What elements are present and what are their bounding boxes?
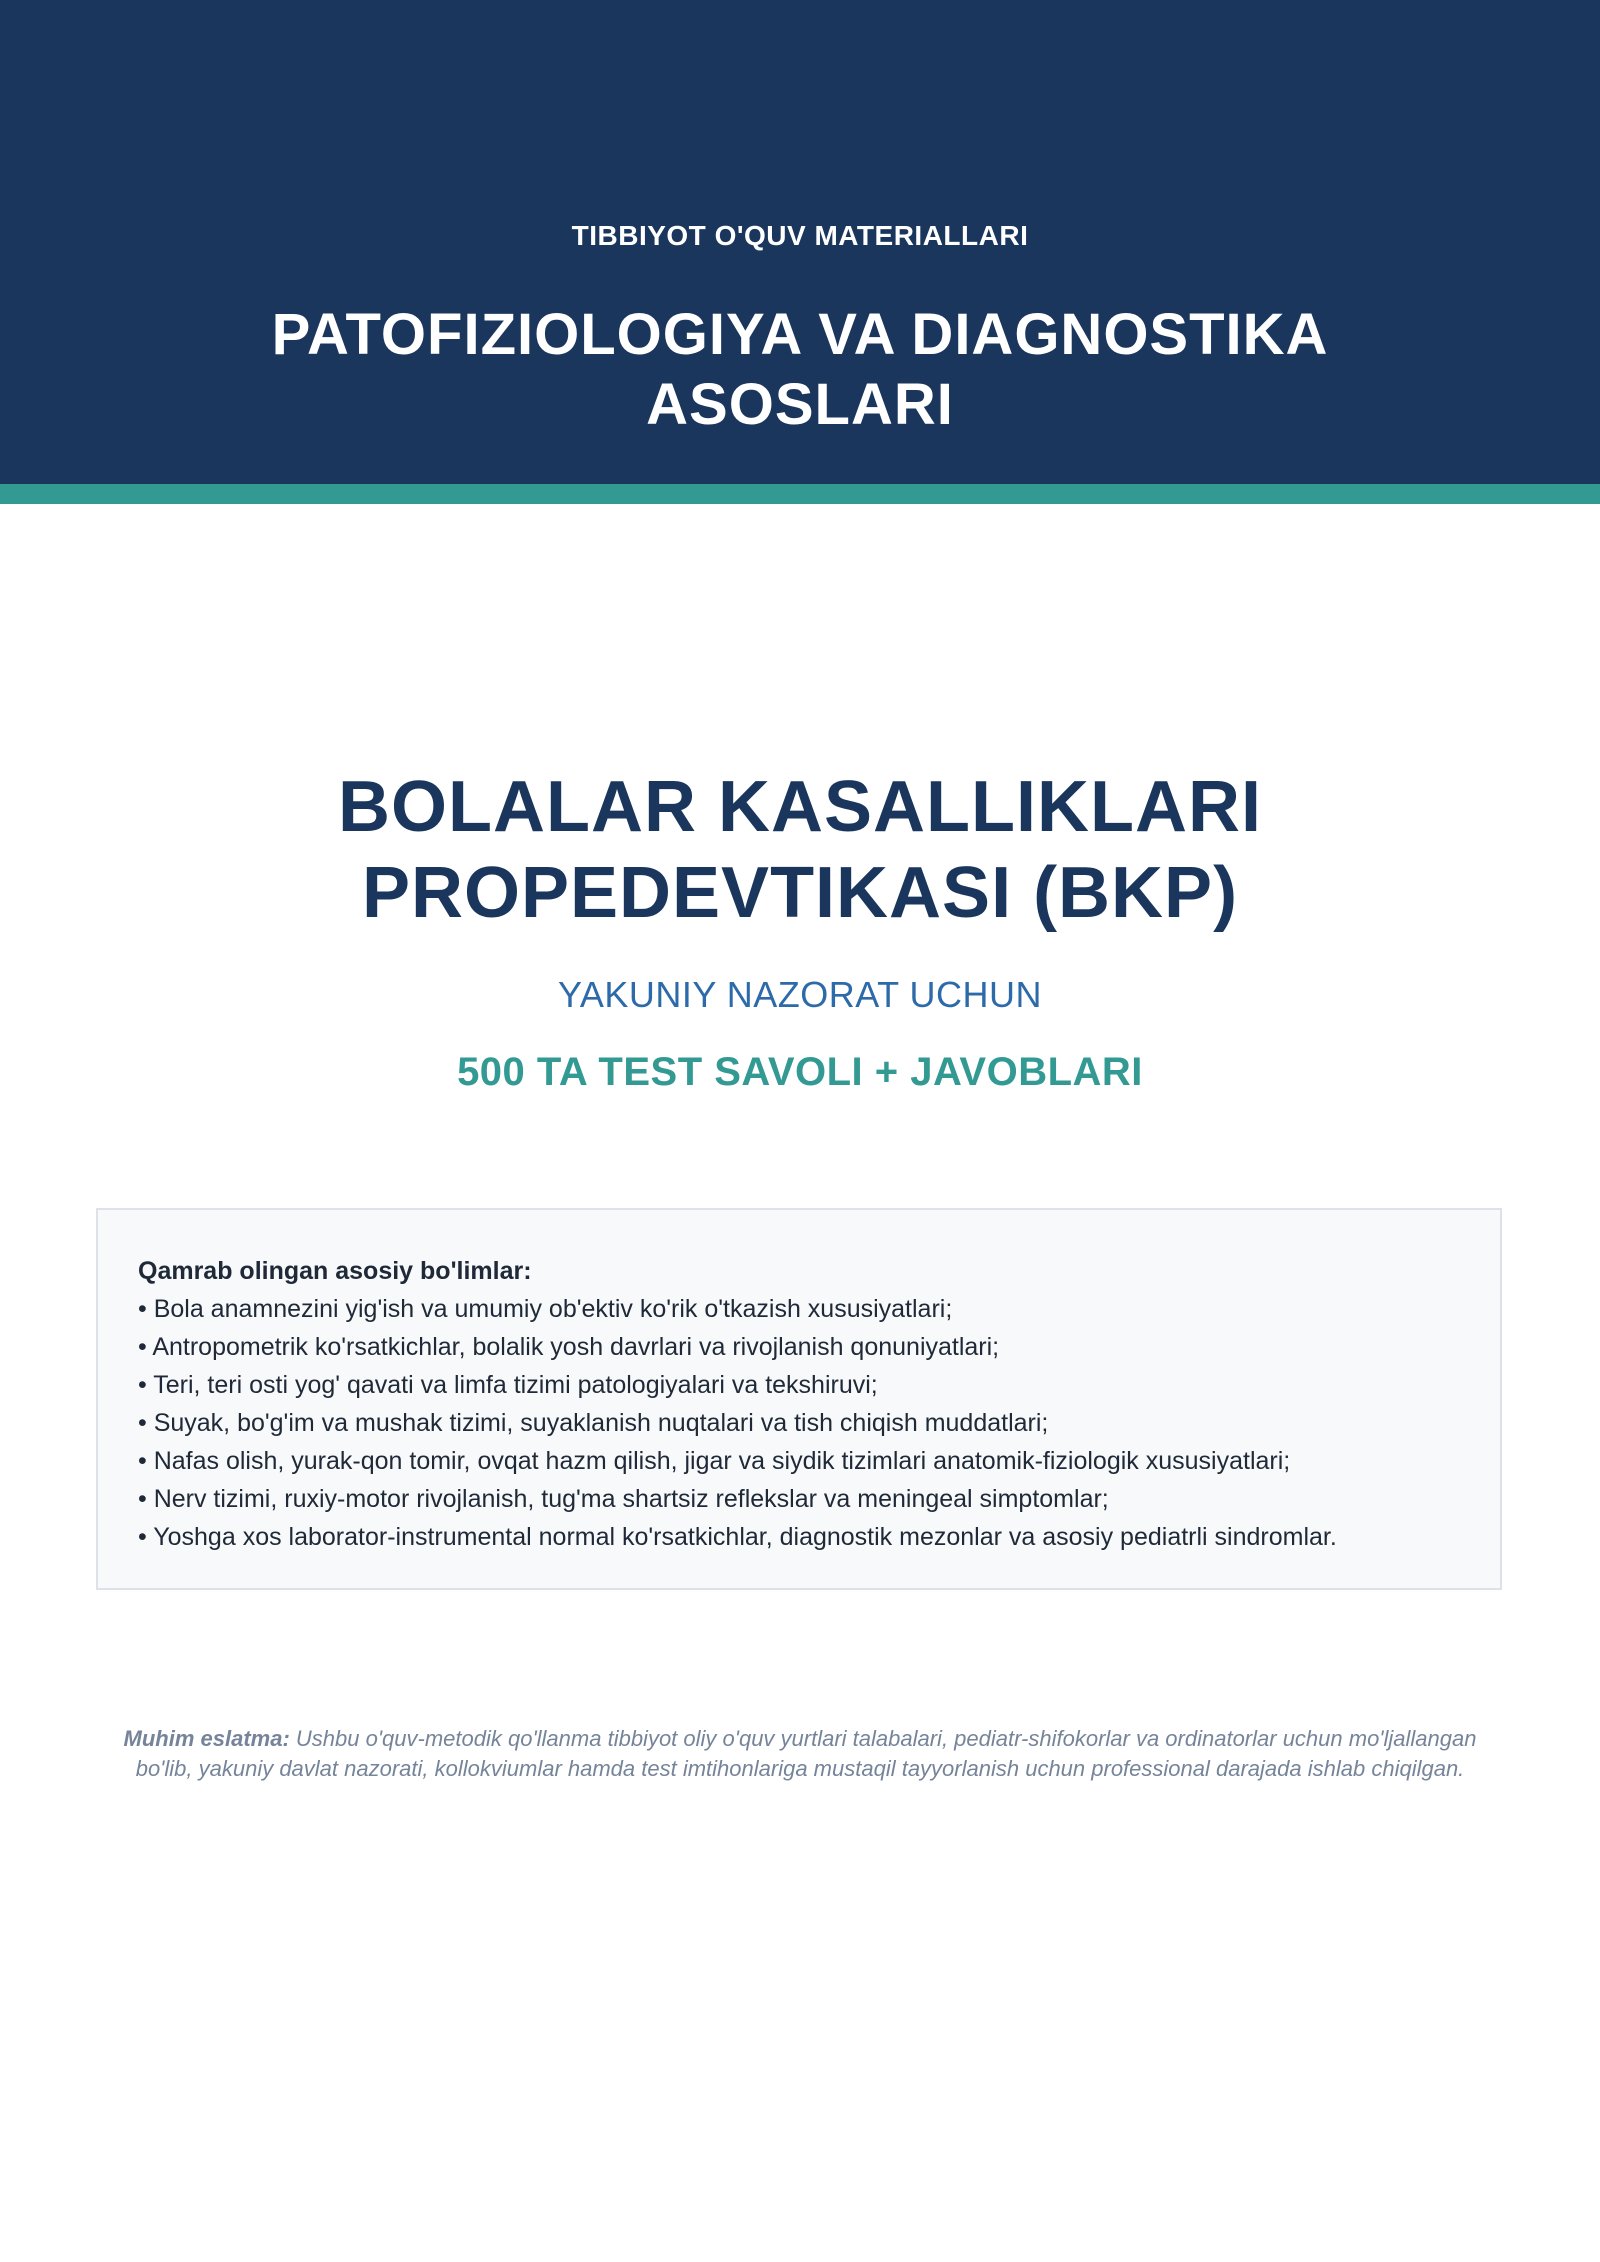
note-label: Muhim eslatma: xyxy=(123,1726,290,1751)
section-item: • Nerv tizimi, ruxiy-motor rivojlanish, tug'ma shartsiz reflekslar va meningeal simptomlar; xyxy=(138,1485,1109,1513)
section-item: • Teri, teri osti yog' qavati va limfa tizimi patologiyalari va tekshiruvi; xyxy=(138,1371,878,1399)
sections-list xyxy=(138,1290,1460,1556)
section-item: • Suyak, bo'g'im va mushak tizimi, suyaklanish nuqtalari va tish chiqish muddatlari; xyxy=(138,1409,1049,1437)
header-title: PATOFIZIOLOGIYA VA DIAGNOSTIKA ASOSLARI xyxy=(271,302,1329,437)
question-count: 500 TA TEST SAVOLI + JAVOBLARI xyxy=(457,1050,1143,1094)
section-item: • Bola anamnezini yig'ish va umumiy ob'ektiv ko'rik o'tkazish xususiyatlari; xyxy=(138,1295,953,1323)
section-item: • Nafas olish, yurak-qon tomir, ovqat hazm qilish, jigar va siydik tizimlari anatomik-fiziologik xususiyatlari; xyxy=(138,1447,1291,1475)
sections-heading: Qamrab olingan asosiy bo'limlar: xyxy=(138,1257,532,1285)
header-label: TIBBIYOT O'QUV MATERIALLARI xyxy=(571,220,1029,251)
header-accent-stripe xyxy=(0,484,1600,504)
note-text: Ushbu o'quv-metodik qo'llanma tibbiyot oliy o'quv yurtlari talabalari, pediatr-shifokorlar va ordinatorlar uchun mo'ljallangan bo'lib, yakuniy davlat nazorati, kollokviumlar hamda test imtihonlariga mustaqil tayyorlanish uchun professional darajada ishlab chiqilgan. xyxy=(135,1726,1477,1781)
document-title: BOLALAR KASALLIKLARI PROPEDEVTIKASI (BKP) xyxy=(338,767,1262,933)
important-note xyxy=(110,1724,1490,1784)
document-subtitle: YAKUNIY NAZORAT UCHUN xyxy=(558,974,1042,1015)
header-banner xyxy=(0,0,1600,484)
section-item: • Yoshga xos laborator-instrumental normal ko'rsatkichlar, diagnostik mezonlar va asosiy pediatrli sindromlar. xyxy=(138,1523,1337,1551)
section-item: • Antropometrik ko'rsatkichlar, bolalik yosh davrlari va rivojlanish qonuniyatlari; xyxy=(138,1333,1000,1361)
sections-box xyxy=(96,1208,1502,1590)
